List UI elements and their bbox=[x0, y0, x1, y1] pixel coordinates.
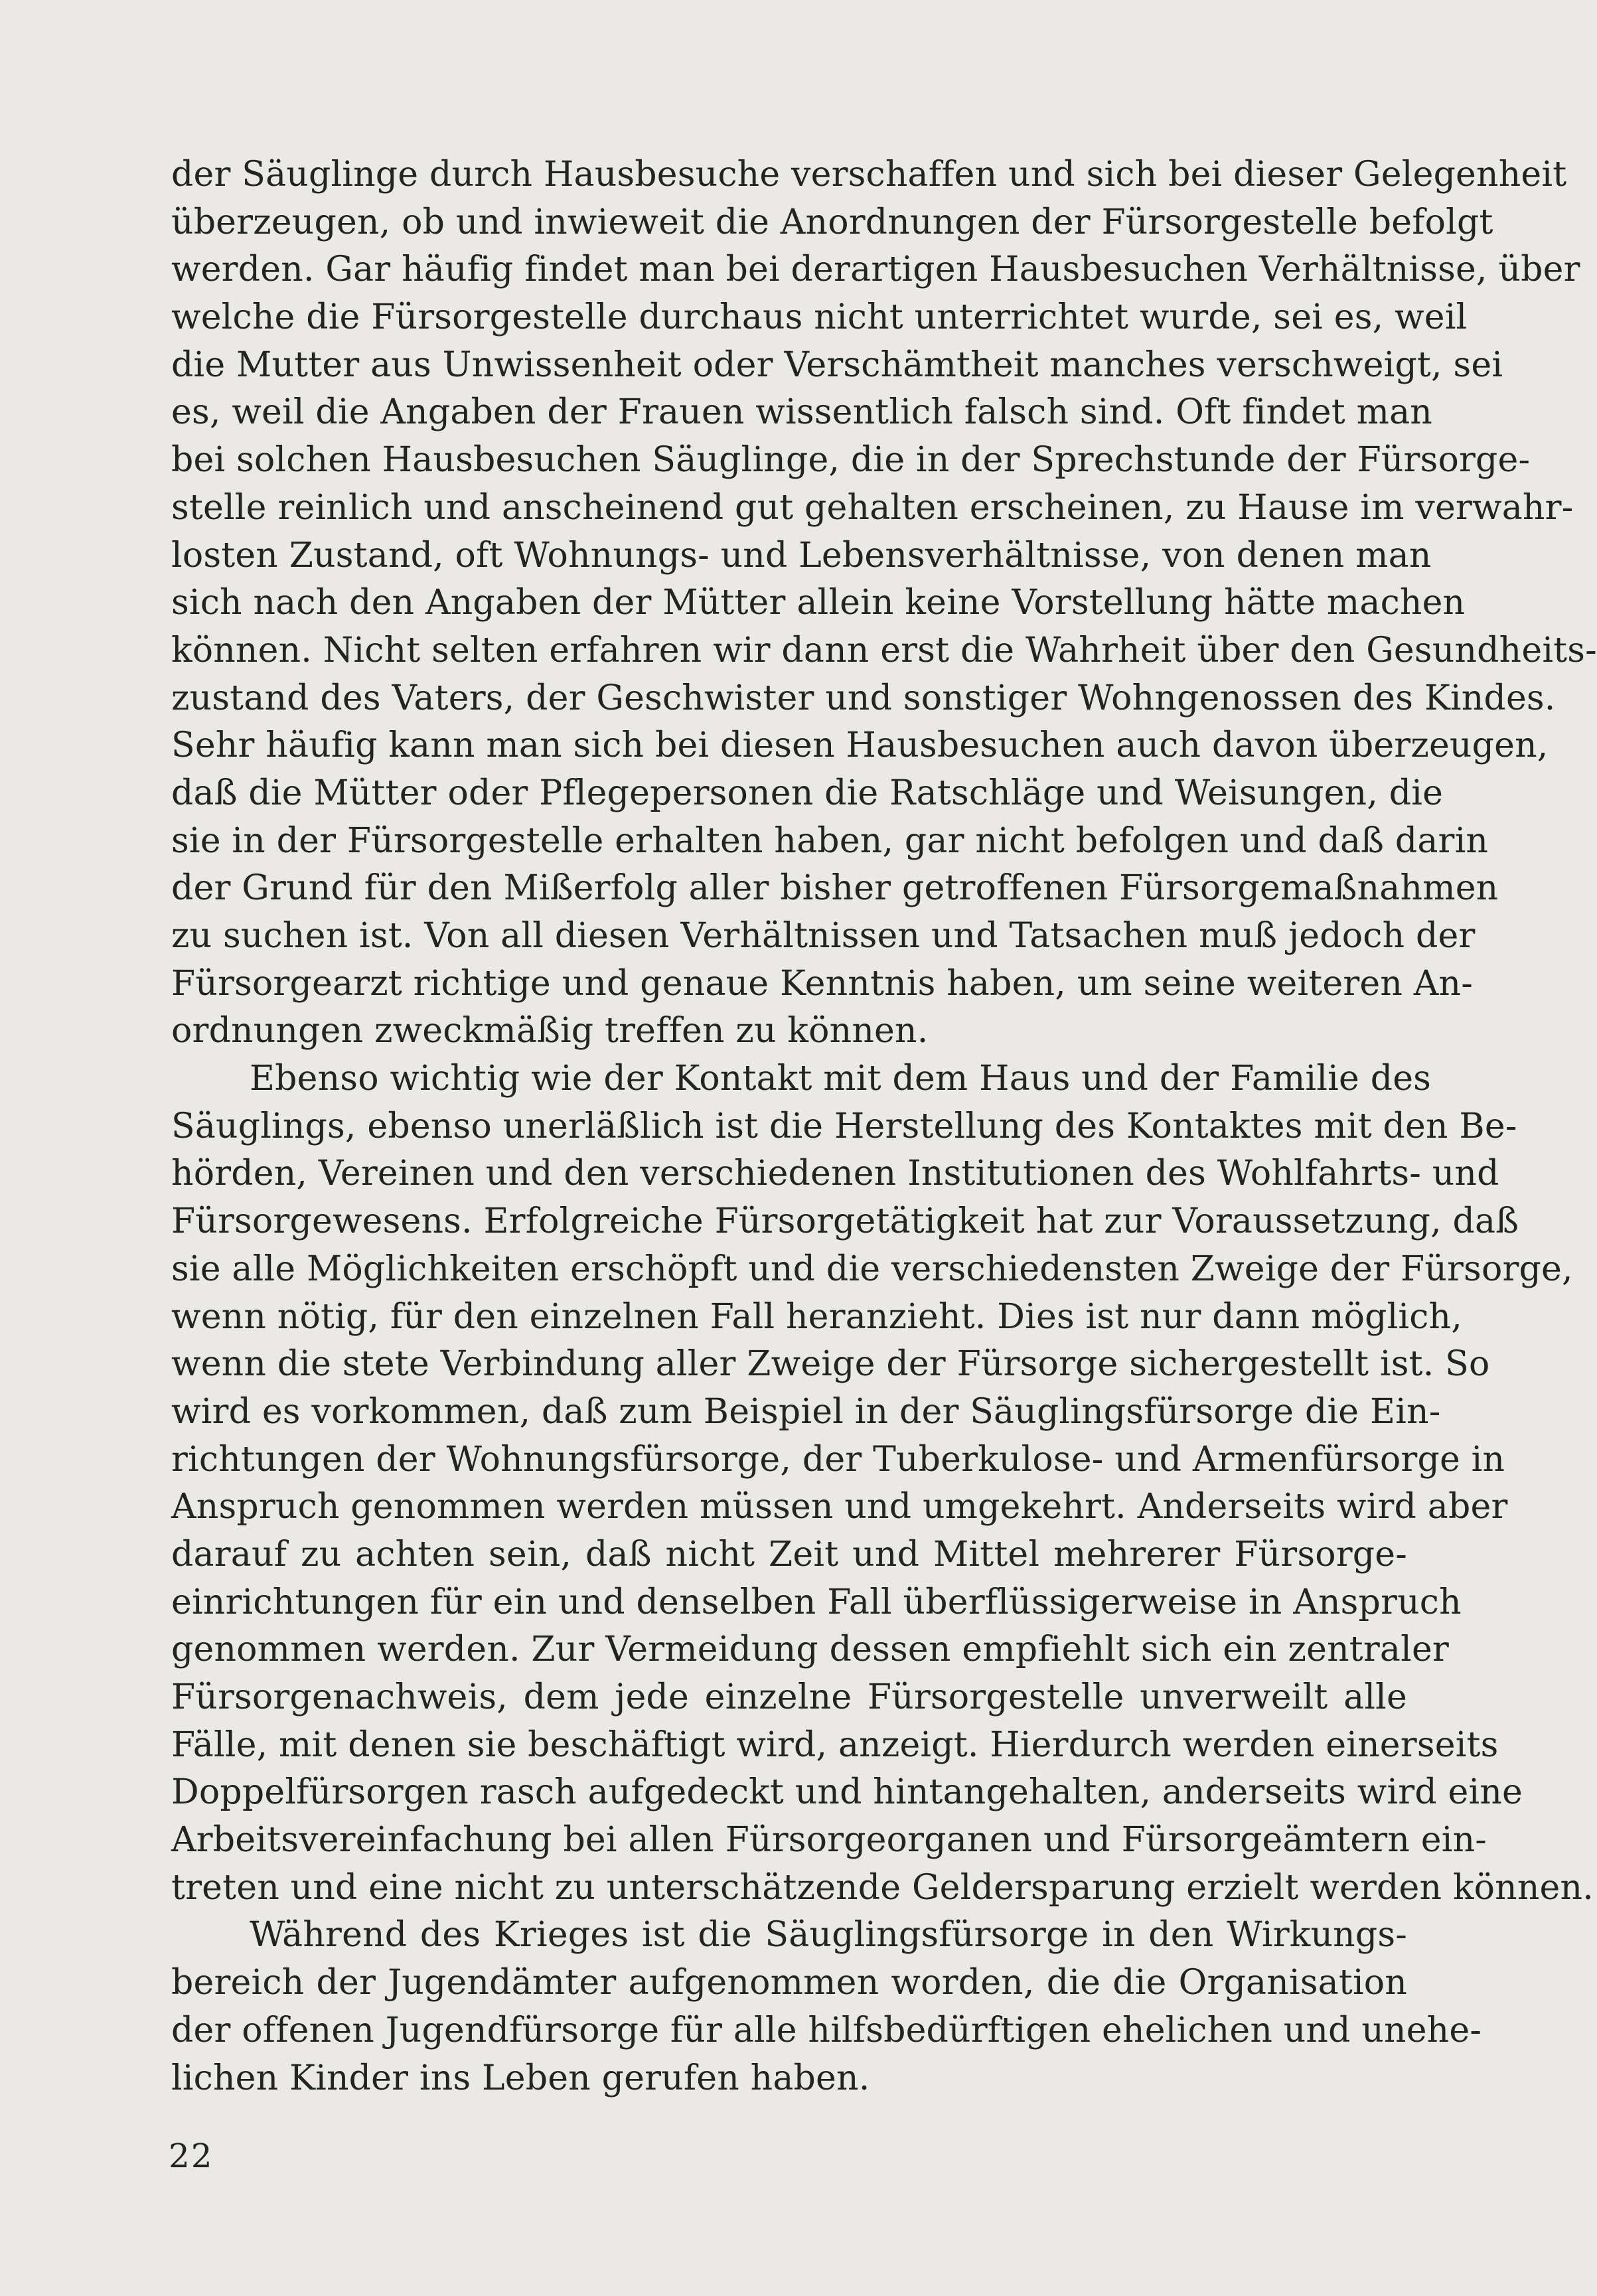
text-line: es, weil die Angaben der Frauen wissentlich falsch sind. Oft findet man bbox=[171, 392, 1432, 433]
text-line: Anspruch genommen werden müssen und umgekehrt. Anderseits wird aber bbox=[171, 1487, 1508, 1527]
text-line: zu suchen ist. Von all diesen Verhältnissen und Tatsachen muß jedoch der bbox=[171, 916, 1476, 956]
text-line: der offenen Jugendfürsorge für alle hilfsbedürftigen ehelichen und unehe- bbox=[171, 2010, 1482, 2050]
text-line: Fürsorgewesens. Erfolgreiche Fürsorgetätigkeit hat zur Voraussetzung, daß bbox=[171, 1201, 1519, 1242]
body-text bbox=[171, 151, 1597, 2102]
text-line: einrichtungen für ein und denselben Fall überflüssigerweise in Anspruch bbox=[171, 1582, 1462, 1622]
text-line: daß die Mütter oder Pflegepersonen die Ratschläge und Weisungen, die bbox=[171, 773, 1444, 813]
text-line: stelle reinlich und anscheinend gut gehalten erscheinen, zu Hause im verwahr- bbox=[171, 487, 1574, 528]
text-line: Während des Krieges ist die Säuglingsfürsorge in den Wirkungs- bbox=[250, 1915, 1407, 1955]
text-line: Ebenso wichtig wie der Kontakt mit dem Haus und der Familie des bbox=[250, 1059, 1432, 1099]
text-line: bei solchen Hausbesuchen Säuglinge, die in der Sprechstunde der Fürsorge- bbox=[171, 440, 1531, 481]
text-line: wenn die stete Verbindung aller Zweige der Fürsorge sichergestellt ist. So bbox=[171, 1344, 1490, 1385]
text-line: lichen Kinder ins Leben gerufen haben. bbox=[171, 2058, 870, 2098]
text-line: Sehr häufig kann man sich bei diesen Hausbesuchen auch davon überzeugen, bbox=[171, 726, 1549, 766]
text-line: sie alle Möglichkeiten erschöpft und die verschiedensten Zweige der Fürsorge, bbox=[171, 1249, 1573, 1289]
text-line: der Säuglinge durch Hausbesuche verschaffen und sich bei dieser Gelegenheit bbox=[171, 155, 1567, 194]
text-line: losten Zustand, oft Wohnungs- und Lebensverhältnisse, von denen man bbox=[171, 535, 1432, 575]
text-line: Säuglings, ebenso unerläßlich ist die Herstellung des Kontaktes mit den Be- bbox=[171, 1106, 1517, 1146]
text-line: ordnungen zweckmäßig treffen zu können. bbox=[171, 1011, 929, 1051]
text-line: die Mutter aus Unwissenheit oder Verschämtheit manches verschweigt, sei bbox=[171, 344, 1503, 385]
text-line: hörden, Vereinen und den verschiedenen Institutionen des Wohlfahrts- und bbox=[171, 1154, 1499, 1194]
text-line: wenn nötig, für den einzelnen Fall heranzieht. Dies ist nur dann möglich, bbox=[171, 1296, 1462, 1337]
text-line: der Grund für den Mißerfolg aller bisher getroffenen Fürsorgemaßnahmen bbox=[171, 868, 1499, 909]
text-line: Arbeitsvereinfachung bei allen Fürsorgeorganen und Fürsorgeämtern ein- bbox=[171, 1820, 1487, 1861]
page-number: 22 bbox=[169, 2137, 214, 2175]
text-line: bereich der Jugendämter aufgenommen worden, die die Organisation bbox=[171, 1963, 1407, 2003]
text-line: darauf zu achten sein, daß nicht Zeit und Mittel mehrerer Fürsorge- bbox=[171, 1534, 1407, 1574]
text-line: Doppelfürsorgen rasch aufgedeckt und hintangehalten, anderseits wird eine bbox=[171, 1772, 1523, 1813]
text-line: Fürsorgenachweis, dem jede einzelne Fürsorgestelle unverweilt alle bbox=[171, 1677, 1407, 1717]
text-line: treten und eine nicht zu unterschätzende Geldersparung erzielt werden können. bbox=[171, 1867, 1594, 1908]
text-line: richtungen der Wohnungsfürsorge, der Tuberkulose- und Armenfürsorge in bbox=[171, 1439, 1505, 1480]
text-line: wird es vorkommen, daß zum Beispiel in der Säuglingsfürsorge die Ein- bbox=[171, 1391, 1441, 1432]
text-line: können. Nicht selten erfahren wir dann erst die Wahrheit über den Gesundheits- bbox=[171, 630, 1597, 670]
text-line: sie in der Fürsorgestelle erhalten haben, gar nicht befolgen und daß darin bbox=[171, 820, 1489, 861]
text-line: Fälle, mit denen sie beschäftigt wird, anzeigt. Hierdurch werden einerseits bbox=[171, 1724, 1499, 1765]
text-line: genommen werden. Zur Vermeidung dessen empfiehlt sich ein zentraler bbox=[171, 1630, 1449, 1670]
text-line: werden. Gar häufig findet man bei derartigen Hausbesuchen Verhältnisse, über bbox=[171, 250, 1580, 290]
text-line: welche die Fürsorgestelle durchaus nicht unterrichtet wurde, sei es, weil bbox=[171, 297, 1468, 338]
text-line: zustand des Vaters, der Geschwister und sonstiger Wohngenossen des Kindes. bbox=[171, 678, 1556, 718]
text-line: Fürsorgearzt richtige und genaue Kenntnis haben, um seine weiteren An- bbox=[171, 963, 1473, 1004]
text-line: überzeugen, ob und inwieweit die Anordnungen der Fürsorgestelle befolgt bbox=[171, 202, 1493, 242]
text-line: sich nach den Angaben der Mütter allein keine Vorstellung hätte machen bbox=[171, 583, 1466, 623]
